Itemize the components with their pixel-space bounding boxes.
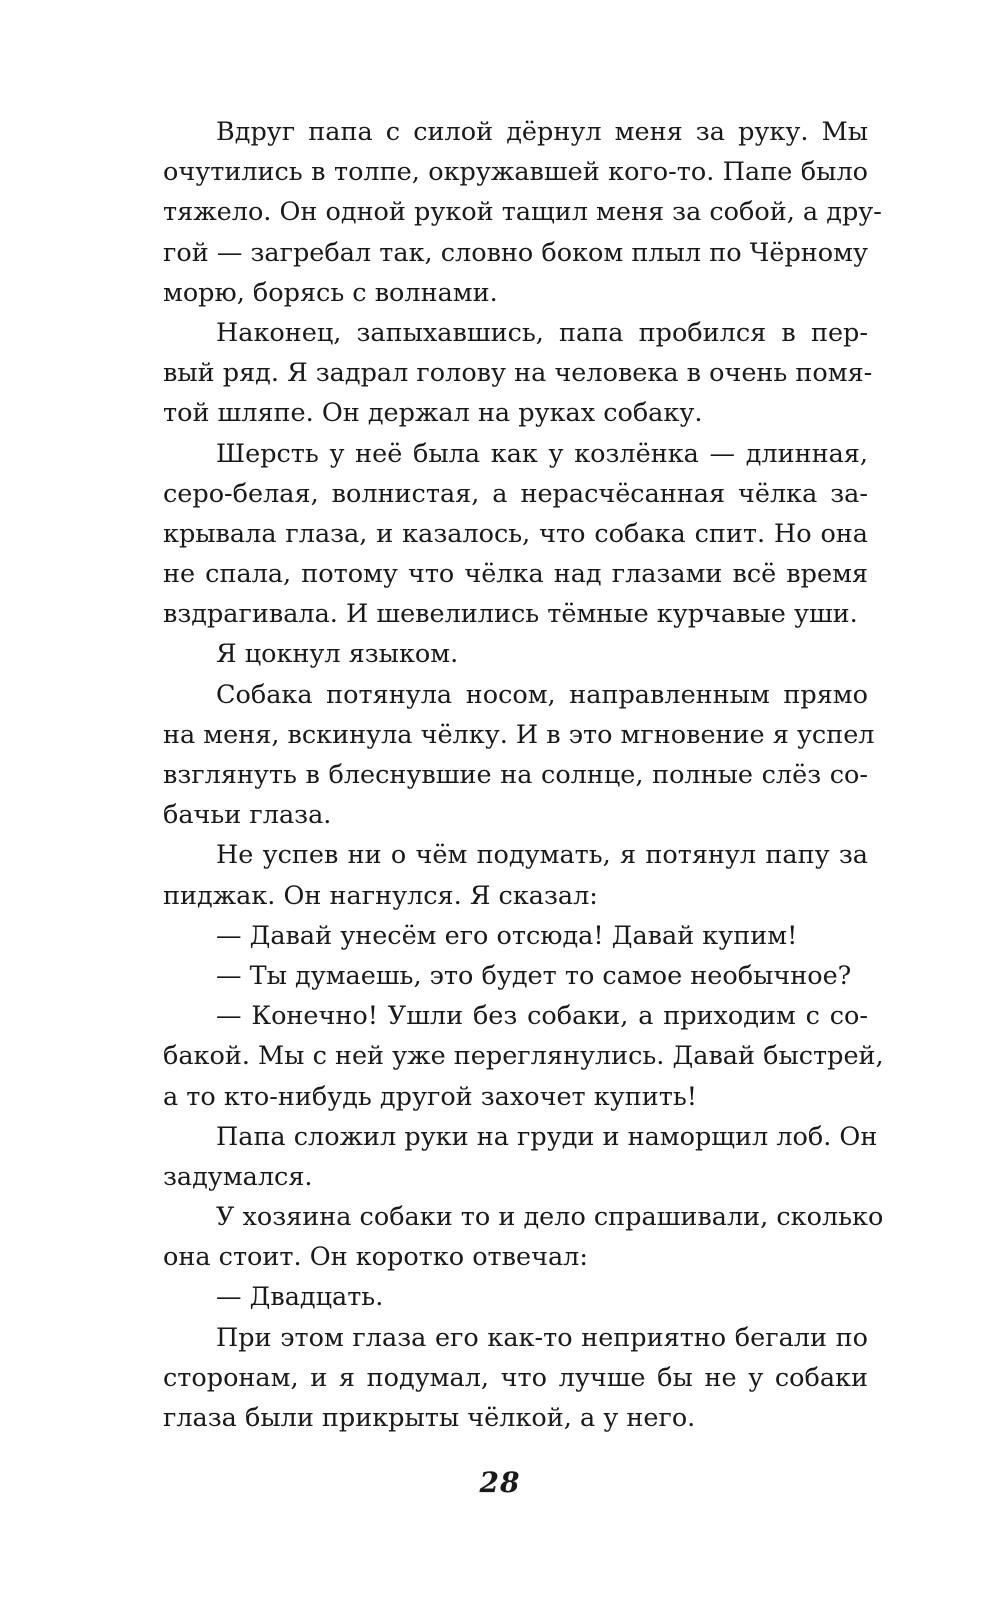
text-line: — Давай унесём его отсюда! Давай купим! [216,920,798,951]
text-line: глаза были прикрыты чёлкой, а у него. [163,1403,696,1433]
page-number: 28 [479,1466,521,1499]
text-line: У хозяина собаки то и дело спрашивали, сколько [216,1202,884,1233]
text-line: серо-белая, волнистая, а нерасчёсанная чёлка за- [163,478,868,509]
text-line: морю, борясь с волнами. [163,277,498,308]
text-line: вздрагивала. И шевелились тёмные курчавые уши. [163,599,858,630]
text-line: Шерсть у неё была как у козлёнка — длинная, [216,438,868,469]
text-line: — Конечно! Ушли без собаки, а приходим с со- [216,1001,868,1032]
text-line: тяжело. Он одной рукой тащил меня за собой, а дру- [163,197,882,228]
text-line: Вдруг папа с силой дёрнул меня за руку. Мы [216,117,868,147]
text-line: вый ряд. Я задрал голову на человека в очень помя- [163,358,873,389]
text-line: Собака потянула носом, направленным прямо [216,679,868,710]
text-line: той шляпе. Он держал на руках собаку. [163,398,703,429]
text-line: Не успев ни о чём подумать, я потянул папу за [216,840,868,871]
text-line: а то кто-нибудь другой захочет купить! [163,1081,697,1112]
text-line: Наконец, запыхавшись, папа пробился в пер- [216,317,868,348]
text-line: При этом глаза его как-то неприятно бегали по [216,1322,868,1353]
text-line: — Ты думаешь, это будет то самое необычное? [216,960,852,991]
text-line: — Двадцать. [216,1282,384,1313]
body-text [163,112,884,1438]
text-line: гой — загребал так, словно боком плыл по Чёрному [163,237,868,268]
text-line: бачьи глаза. [163,800,332,831]
text-line: Я цокнул языком. [216,639,459,670]
text-line: пиджак. Он нагнулся. Я сказал: [163,880,598,911]
text-line: Папа сложил руки на груди и наморщил лоб. Он [216,1121,878,1152]
text-line: очутились в толпе, окружавшей кого-то. Папе было [163,157,868,188]
text-line: не спала, потому что чёлка над глазами всё время [163,559,868,590]
text-line: на меня, вскинула чёлку. И в это мгновение я успел [163,719,875,750]
text-line: крывала глаза, и казалось, что собака спит. Но она [163,518,868,549]
text-line: бакой. Мы с ней уже переглянулись. Давай быстрей, [163,1041,884,1072]
text-line: взглянуть в блеснувшие на солнце, полные слёз со- [163,760,868,790]
text-line: задумался. [163,1161,313,1192]
text-line: сторонам, и я подумал, что лучше бы не у собаки [163,1362,868,1393]
text-line: она стоит. Он коротко отвечал: [163,1242,588,1273]
